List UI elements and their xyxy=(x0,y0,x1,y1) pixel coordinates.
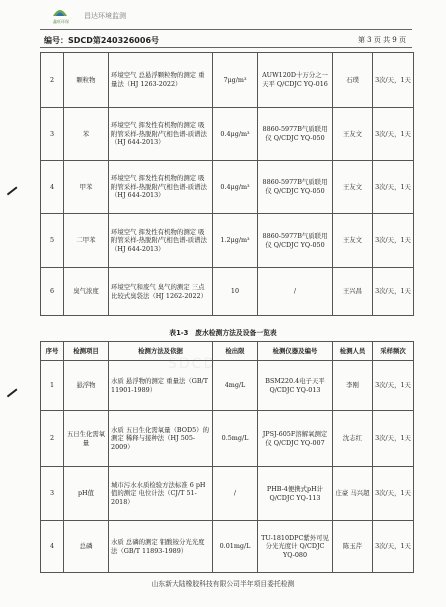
table-row xyxy=(41,361,414,411)
air-methods-table xyxy=(40,52,414,316)
cell-item: 苯 xyxy=(64,108,109,161)
table-row xyxy=(41,161,414,214)
table-row xyxy=(41,53,414,108)
cell-no: 4 xyxy=(41,161,64,214)
header-divider xyxy=(40,29,412,30)
cell-item: 颗粒物 xyxy=(64,53,109,108)
cell-method: 环境空气 挥发性有机物的测定 吸附管采样-热脱附/气相色谱-质谱法（HJ 644-2013） xyxy=(109,108,213,161)
col-header-limit: 检出限 xyxy=(213,342,258,361)
scan-watermark: SDCD xyxy=(168,356,217,372)
cell-limit: 0.01mg/L xyxy=(213,521,258,573)
table-row xyxy=(41,268,414,316)
cell-tester: 王兴昌 xyxy=(333,268,373,316)
cell-limit: 0.5mg/L xyxy=(213,411,258,467)
table-row xyxy=(41,214,414,268)
cell-frequency: 3次/天，1天 xyxy=(373,214,414,268)
cell-tester: 石璞 xyxy=(333,53,373,108)
cell-frequency: 3次/天，1天 xyxy=(373,108,414,161)
cell-instrument: JPSJ-605F溶解氧测定仪 Q/CDJC YQ-007 xyxy=(258,411,333,467)
cell-frequency: 3次/天，1天 xyxy=(373,467,414,521)
table-header-row xyxy=(41,342,414,361)
cell-limit: 4mg/L xyxy=(213,361,258,411)
cell-tester: 庄豪 马兴超 xyxy=(333,467,373,521)
report-number: 编号：SDCD第240326006号 xyxy=(44,36,160,45)
cell-no: 1 xyxy=(41,361,64,411)
cell-item: 总磷 xyxy=(64,521,109,573)
cell-instrument: PHB-4便携式pH计 Q/CDJC YQ-113 xyxy=(258,467,333,521)
ink-mark xyxy=(7,388,17,397)
col-header-frequency: 采样频次 xyxy=(373,342,414,361)
table-row xyxy=(41,467,414,521)
cell-no: 3 xyxy=(41,467,64,521)
page-footer: 山东新大陆橡胶科技有限公司半年项目委托检测 xyxy=(151,580,295,588)
cell-limit: 7μg/m³ xyxy=(213,53,258,108)
col-header-item: 检测项目 xyxy=(64,342,109,361)
cell-item: 臭气浓度 xyxy=(64,268,109,316)
cell-instrument: TU-1810DPC紫外可见分光光度计 Q/CDJC YQ-080 xyxy=(258,521,333,573)
company-logo xyxy=(40,6,80,26)
water-methods-table xyxy=(40,341,414,573)
cell-frequency: 3次/天，1天 xyxy=(373,268,414,316)
cell-method: 环境空气和废气 臭气的测定 三点比较式臭袋法（HJ 1262-2022） xyxy=(109,268,213,316)
cell-instrument: BSM220.4电子天平 Q/CDJC YQ-013 xyxy=(258,361,333,411)
cell-frequency: 3次/天，1天 xyxy=(373,521,414,573)
cell-frequency: 3次/天，1天 xyxy=(373,361,414,411)
cell-item: 悬浮物 xyxy=(64,361,109,411)
cell-frequency: 3次/天，1天 xyxy=(373,161,414,214)
cell-item: 二甲苯 xyxy=(64,214,109,268)
cell-item: 五日生化需氧量 xyxy=(64,411,109,467)
cell-instrument: / xyxy=(258,268,333,316)
cell-instrument: 8860-5977B气质联用仪 Q/CDJC YQ-050 xyxy=(258,108,333,161)
cell-instrument: 8860-5977B气质联用仪 Q/CDJC YQ-050 xyxy=(258,214,333,268)
cell-tester: 王友文 xyxy=(333,214,373,268)
cell-no: 2 xyxy=(41,411,64,467)
table-row xyxy=(41,411,414,467)
cell-limit: 0.4μg/m³ xyxy=(213,108,258,161)
header-divider-bottom xyxy=(40,47,412,48)
cell-limit: 1.2μg/m³ xyxy=(213,214,258,268)
cell-frequency: 3次/天，1天 xyxy=(373,53,414,108)
cell-method: 环境空气 总悬浮颗粒物的测定 重量法（HJ 1263-2022） xyxy=(109,53,213,108)
cell-tester: 沈志红 xyxy=(333,411,373,467)
cell-frequency: 3次/天，1天 xyxy=(373,411,414,467)
cell-tester: 陈玉芹 xyxy=(333,521,373,573)
cell-no: 6 xyxy=(41,268,64,316)
cell-no: 4 xyxy=(41,521,64,573)
cell-limit: / xyxy=(213,467,258,521)
cell-limit: 10 xyxy=(213,268,258,316)
cell-item: 甲苯 xyxy=(64,161,109,214)
col-header-no: 序号 xyxy=(41,342,64,361)
cell-limit: 0.4μg/m³ xyxy=(213,161,258,214)
cell-tester: 李刚 xyxy=(333,361,373,411)
cell-instrument: AUW120D十万分之一天平 Q/CDJC YQ-016 xyxy=(258,53,333,108)
cell-instrument: 8860-5977B气质联用仪 Q/CDJC YQ-050 xyxy=(258,161,333,214)
cell-method: 水质 悬浮物的测定 重量法（GB/T 11901-1989） xyxy=(109,361,213,411)
logo-icon xyxy=(52,6,68,18)
col-header-method: 检测方法及依据 xyxy=(109,342,213,361)
cell-no: 2 xyxy=(41,53,64,108)
cell-tester: 王友文 xyxy=(333,108,373,161)
table-row xyxy=(41,108,414,161)
cell-tester: 王友文 xyxy=(333,161,373,214)
ink-mark xyxy=(7,186,17,195)
cell-item: pH值 xyxy=(64,467,109,521)
cell-no: 3 xyxy=(41,108,64,161)
cell-method: 水质 五日生化需氧量（BOD5）的测定 稀释与接种法（HJ 505-2009） xyxy=(109,411,213,467)
cell-no: 5 xyxy=(41,214,64,268)
col-header-instrument: 检测仪器及编号 xyxy=(258,342,333,361)
cell-method: 水质 总磷的测定 钼酸铵分光光度法（GB/T 11893-1989） xyxy=(109,521,213,573)
cell-method: 城市污水水质检验方法标准 6 pH值的测定 电位计法（CJ/T 51-2018） xyxy=(109,467,213,521)
logo-text: 鑫旺环保 xyxy=(53,19,69,24)
cell-method: 环境空气 挥发性有机物的测定 吸附管采样-热脱附/气相色谱-质谱法（HJ 644-2013） xyxy=(109,214,213,268)
col-header-tester: 检测人员 xyxy=(333,342,373,361)
cell-method: 环境空气 挥发性有机物的测定 吸附管采样-热脱附/气相色谱-质谱法（HJ 644-2013） xyxy=(109,161,213,214)
company-name: 昌达环境监测 xyxy=(84,12,126,20)
page-number: 第 3 页 共 9 页 xyxy=(357,36,406,44)
table-caption: 表1-3 废水检测方法及设备一览表 xyxy=(169,329,277,337)
table-row xyxy=(41,521,414,573)
